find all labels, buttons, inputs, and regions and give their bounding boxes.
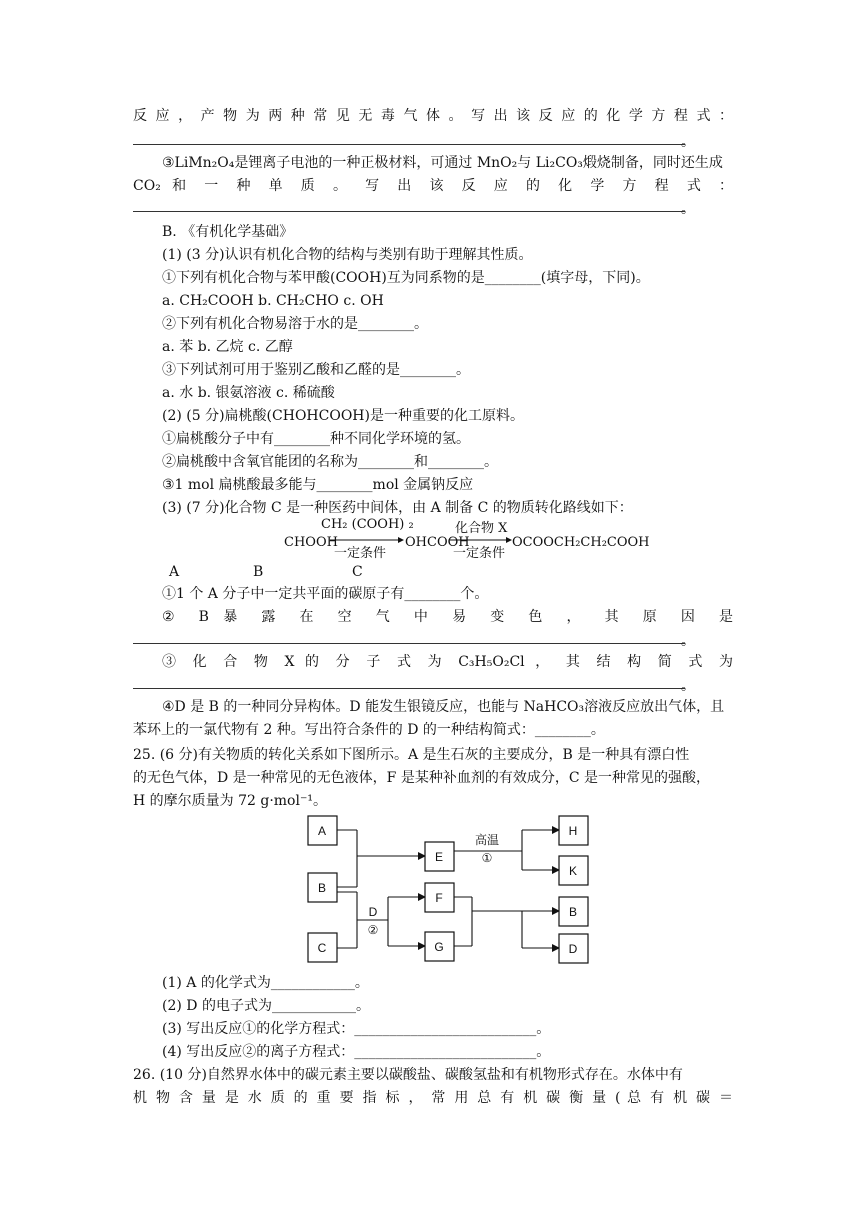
box-a-label: A <box>317 824 327 838</box>
reaction-2-number: ② <box>367 923 379 937</box>
reaction-1-number: ① <box>481 851 493 865</box>
condition-d: D <box>368 905 378 919</box>
q1-1: ①下列有机化合物与苯甲酸(COOH)互为同系物的是________(填字母，下同)。 <box>162 270 650 286</box>
q2-3: ③1 mol 扁桃酸最多能与________mol 金属钠反应 <box>162 477 474 493</box>
section-title: B. 《有机化学基础》 <box>162 224 294 240</box>
period: 。 <box>681 134 695 150</box>
q25-2: (2) D 的电子式为____________。 <box>162 998 370 1014</box>
q25-b: 的无色气体，D 是一种常见的无色液体，F 是某种补血剂的有效成分，C 是一种常见的强酸， <box>133 770 710 786</box>
q1-3-options: a. 水 b. 银氨溶液 c. 稀硫酸 <box>162 385 335 401</box>
line-2a: ③LiMn₂O₄是锂离子电池的一种正极材料，可通过 MnO₂与 Li₂CO₃煅烧制备，同时还生成 <box>162 155 723 171</box>
label-c: C <box>352 564 363 580</box>
box-d-label: D <box>568 942 578 956</box>
condition-1: 一定条件 <box>334 546 387 561</box>
structure-a: CHOOH <box>284 535 338 550</box>
q3-2: ② B 暴 露 在 空 气 中 易 变 色 ， 其 原 因 是 <box>162 609 733 625</box>
box-b-label: B <box>317 881 327 895</box>
q25-3: (3) 写出反应①的化学方程式：__________________________。 <box>162 1021 551 1037</box>
condition-high-temp: 高温 <box>474 833 500 847</box>
q3-stem: (3) (7 分)化合物 C 是一种医药中间体，由 A 制备 C 的物质转化路线如下： <box>162 500 633 516</box>
q3-3: ③ 化 合 物 X 的 分 子 式 为 C₃H₅O₂Cl ， 其 结 构 简 式 为 <box>162 654 733 670</box>
box-c-label: C <box>317 941 327 955</box>
q1-2-options: a. 苯 b. 乙烷 c. 乙醇 <box>162 339 293 355</box>
condition-2: 一定条件 <box>453 546 506 561</box>
q3-4a: ④D 是 B 的一种同分异构体。D 能发生银镜反应，也能与 NaHCO₃溶液反应放出气体，且 <box>162 699 725 715</box>
structure-b: OHCOOH <box>405 535 470 550</box>
reagent-1: CH₂ (COOH) ₂ <box>321 517 414 532</box>
box-k-label: K <box>568 864 578 878</box>
period: 。 <box>681 678 695 694</box>
label-a: A <box>169 564 180 580</box>
period: 。 <box>681 633 695 649</box>
q1-3: ③下列试剂可用于鉴别乙酸和乙醛的是________。 <box>162 362 470 378</box>
box-g-label: G <box>434 940 444 954</box>
line-1: 反 应 ， 产 物 为 两 种 常 见 无 毒 气 体 。 写 出 该 反 应 的 化 学 方 程 式 ： <box>133 108 733 124</box>
q25-c: H 的摩尔质量为 72 g·mol⁻¹。 <box>133 793 327 809</box>
box-f-label: F <box>435 891 443 905</box>
q26-b: 机 物 含 量 是 水 质 的 重 要 指 标 ， 常 用 总 有 机 碳 衡 量 ( 总 有 机 碳 ＝ <box>133 1090 733 1106</box>
box-b2-label: B <box>568 905 578 919</box>
q1-1-options: a. CH₂COOH b. CH₂CHO c. OH <box>162 293 384 309</box>
q25-4: (4) 写出反应②的离子方程式：__________________________。 <box>162 1044 551 1060</box>
box-e-label: E <box>434 850 444 864</box>
q2-2: ②扁桃酸中含氧官能团的名称为________和________。 <box>162 454 498 470</box>
period: 。 <box>681 201 695 217</box>
q2-stem: (2) (5 分)扁桃酸(CHOHCOOH)是一种重要的化工原料。 <box>162 408 524 424</box>
q1-stem: (1) (3 分)认识有机化合物的结构与类别有助于理解其性质。 <box>162 247 533 263</box>
box-h-label: H <box>568 824 578 838</box>
q3-4b: 苯环上的一氯代物有 2 种。写出符合条件的 D 的一种结构简式：________。 <box>133 722 605 738</box>
line-2b: CO₂ 和 一 种 单 质 。 写 出 该 反 应 的 化 学 方 程 式 ： <box>133 178 733 194</box>
q25-1: (1) A 的化学式为____________。 <box>162 975 369 991</box>
q26-a: 26. (10 分)自然界水体中的碳元素主要以碳酸盐、碳酸氢盐和有机物形式存在。水体中有 <box>133 1067 683 1083</box>
q1-2: ②下列有机化合物易溶于水的是________。 <box>162 316 428 332</box>
structure-c: OCOOCH₂CH₂COOH <box>512 535 650 550</box>
q2-1: ①扁桃酸分子中有________种不同化学环境的氢。 <box>162 431 470 447</box>
q3-1: ①1 个 A 分子中一定共平面的碳原子有________个。 <box>162 586 489 602</box>
q25-a: 25. (6 分)有关物质的转化关系如下图所示。A 是生石灰的主要成分，B 是一种具有漂白性 <box>133 747 690 763</box>
reagent-2: 化合物 X <box>455 521 508 536</box>
label-b: B <box>253 564 264 580</box>
